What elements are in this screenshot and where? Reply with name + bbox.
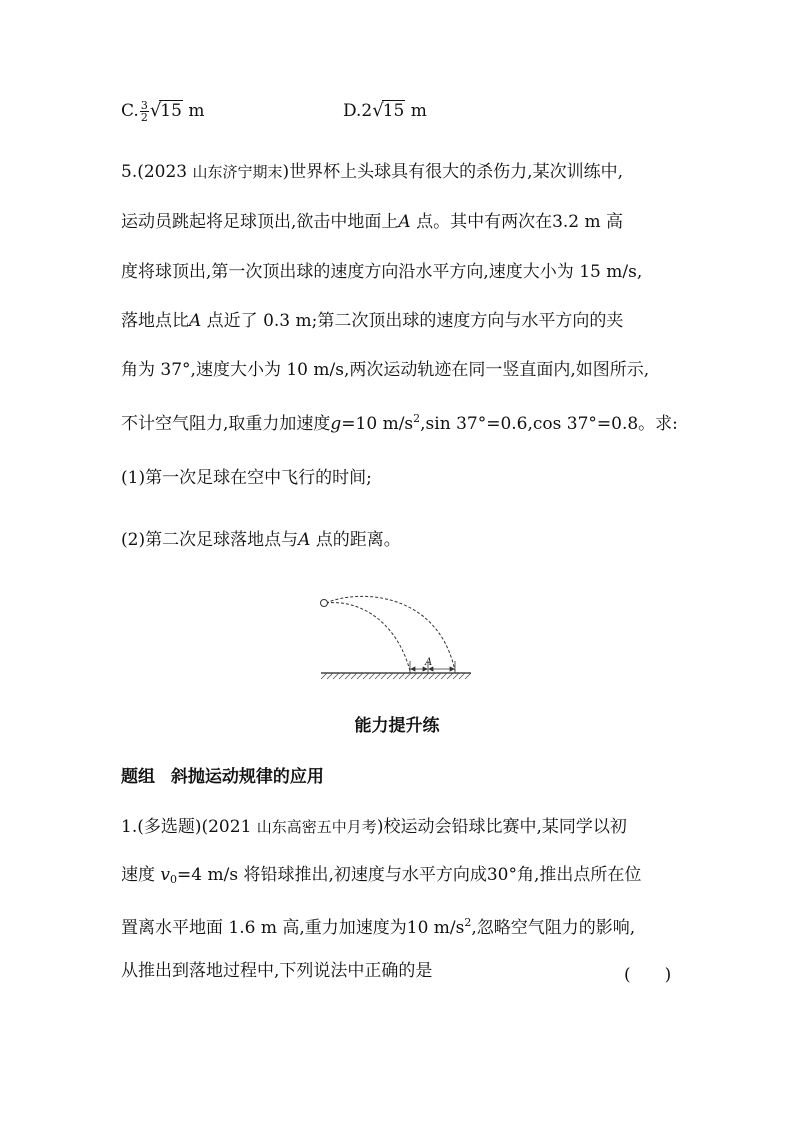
group-title: 题组 斜抛运动规律的应用 xyxy=(121,767,324,787)
option-c-radical xyxy=(150,100,183,122)
figure-point-a-label: A xyxy=(425,657,433,668)
option-d-radical xyxy=(372,100,405,122)
velocity-subscript: 0 xyxy=(170,873,178,886)
option-d-prefix: D.2 xyxy=(343,101,373,121)
q5-source-close: ) xyxy=(282,162,290,182)
q5-line-6 xyxy=(121,408,678,435)
q5-subquestion-1: (1)第一次足球在空中飞行的时间; xyxy=(121,468,372,488)
q5-source: 山东济宁期末 xyxy=(192,163,283,181)
q5-line-2-text-a: 运动员跳起将足球顶出,欲击中地面上 xyxy=(121,212,399,232)
option-c-prefix: C. xyxy=(121,101,139,121)
option-c-fraction xyxy=(140,100,149,123)
q1-number: 1.(多选题)(2021 xyxy=(121,817,257,837)
q1-line-3-superscript: 2 xyxy=(464,916,472,929)
section-title: 能力提升练 xyxy=(354,716,440,736)
option-c-denominator: 2 xyxy=(140,111,148,124)
q5-line-2-text-b: 点。其中有两次在3.2 m 高 xyxy=(410,212,624,232)
sqrt-icon: √ xyxy=(372,100,384,121)
q1-line-3-text-b: ,忽略空气阻力的影响, xyxy=(471,918,636,938)
q1-line-1-text: 校运动会铅球比赛中,某同学以初 xyxy=(383,817,627,837)
q5-line-5: 角为 37°,速度大小为 10 m/s,两次运动轨迹在同一竖直面内,如图所示, xyxy=(121,360,650,380)
q1-source-close: ) xyxy=(376,817,384,837)
trajectory-2 xyxy=(326,596,455,671)
gravity-symbol: g xyxy=(330,414,342,434)
q5-line-6-text-c: ,sin 37°=0.6,cos 37°=0.8。求: xyxy=(420,414,678,434)
q5-line-3: 度将球顶出,第一次顶出球的速度方向沿水平方向,速度大小为 15 m/s, xyxy=(121,262,643,282)
q1-source: 山东高密五中月考 xyxy=(256,818,377,836)
distance-arrows xyxy=(410,661,455,673)
ground-hatch xyxy=(321,673,471,679)
q5-line-1 xyxy=(121,161,623,183)
point-a-label: A xyxy=(298,530,311,550)
point-a-label: A xyxy=(189,311,202,331)
q1-line-2 xyxy=(121,864,641,891)
option-c-numerator: 3 xyxy=(140,99,148,112)
option-c-unit: m xyxy=(182,101,205,121)
option-d-radicand: 15 xyxy=(382,101,405,121)
answer-parentheses: ( ) xyxy=(624,965,672,985)
q5-line-6-text-a: 不计空气阻力,取重力加速度 xyxy=(121,414,331,434)
q5-number: 5.(2023 xyxy=(121,162,193,182)
q5-line-1-text: 世界杯上头球具有很大的杀伤力,某次训练中, xyxy=(289,162,623,182)
ball-icon xyxy=(321,600,328,607)
option-c-radicand: 15 xyxy=(160,101,182,121)
q5-line-4-text-a: 落地点比 xyxy=(121,311,189,331)
q1-line-3-text-a: 置离水平地面 1.6 m 高,重力加速度为10 m/s xyxy=(121,918,465,938)
q1-line-4: 从推出到落地过程中,下列说法中正确的是 xyxy=(121,961,433,981)
q5-subquestion-2 xyxy=(121,529,401,551)
q1-line-2-text-b: =4 m/s 将铅球推出,初速度与水平方向成30°角,推出点所在位 xyxy=(177,865,642,885)
q5-line-4-text-b: 点近了 0.3 m;第二次顶出球的速度方向与水平方向的夹 xyxy=(201,311,624,331)
option-c xyxy=(121,100,204,123)
trajectory-figure xyxy=(318,595,474,685)
trajectory-1 xyxy=(326,603,410,671)
q5-line-2 xyxy=(121,211,623,233)
option-d xyxy=(343,100,427,122)
q1-line-1 xyxy=(121,816,627,838)
q5-line-6-superscript: 2 xyxy=(413,412,421,425)
point-a-label: A xyxy=(398,212,411,232)
velocity-symbol: v xyxy=(160,865,171,885)
option-d-unit: m xyxy=(405,101,427,121)
q5-line-4 xyxy=(121,310,623,332)
q1-line-3 xyxy=(121,912,635,939)
sqrt-icon: √ xyxy=(149,100,162,121)
q5-line-6-text-b: =10 m/s xyxy=(341,414,414,434)
q1-line-2-text-a: 速度 xyxy=(121,865,161,885)
q5-subquestion-2-text-a: (2)第二次足球落地点与 xyxy=(121,530,299,550)
q5-subquestion-2-text-b: 点的距离。 xyxy=(310,530,401,550)
